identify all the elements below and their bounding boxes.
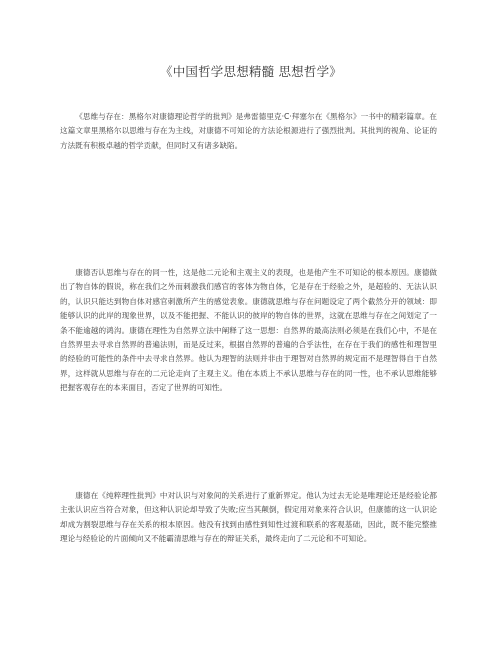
paragraph-intro: 《思维与存在：黑格尔对康德理论哲学的批判》是弗雷德里克·C·拜塞尔在《黑格尔》一书中的精彩篇章。在这篇文章里黑格尔以思维与存在为主线，对康德不可知论的方法论根源进行了强烈批判。其批判的视角、论证的方法既有积极卓越的哲学贡献，但同时又有诸多缺陷。	[60, 112, 437, 150]
document-title: 《中国哲学思想精髓 思想哲学》	[160, 64, 342, 79]
paragraph-kant-dualism: 康德否认思维与存在的同一性，这是他二元论和主观主义的表现，也是他产生不可知论的根本原因。康德做出了物自体的假说，称在我们之外而刺激我们感官的客体为物自体，它是存在于经验之外，是超验的、无法认识的，认识只能达到物自体对感官刺激所产生的感觉表象。康德就思维与存在问题设定了两个截然分开的领域：即能够认识的此岸的现象世界，以及不能把握、不能认识的彼岸的物自体的世界，这就在思维与存在之间划定了一条不能逾越的鸿沟。康德在理性为自然界立法中阐释了这一思想：自然界的最高法则必须是在我们心中，不是在自然界里去寻求自然界的普遍法则，而是反过来，根据自然界的普遍的合乎法性，在存在于我们的感性和理智里的经验的可能性的条件中去寻求自然界。他认为理智的法则并非由于理智对自然界的规定而不是理智得自于自然界，这样就从思维与存在的二元论走向了主观主义。他在本质上不承认思维与存在的同一性，也不承认思维能够把握客观存在的本来面目，否定了世界的可知性。	[60, 268, 437, 393]
paragraph-critique-of-pure-reason: 康德在《纯粹理性批判》中对认识与对象间的关系进行了重新界定。他认为过去无论是唯理论还是经验论都主张认识应当符合对象，但这种认识论却导致了失败;应当其颠倒，假定用对象来符合认识，但康德的这一认识论却成为割裂思维与存在关系的根本原因。他没有找到由感性到知性过渡和联系的客观基础，因此，既不能完整推理论与经验论的片面倾向又不能霸清思维与存在的辩证关系，最终走向了二元论和不可知论。	[60, 491, 437, 544]
